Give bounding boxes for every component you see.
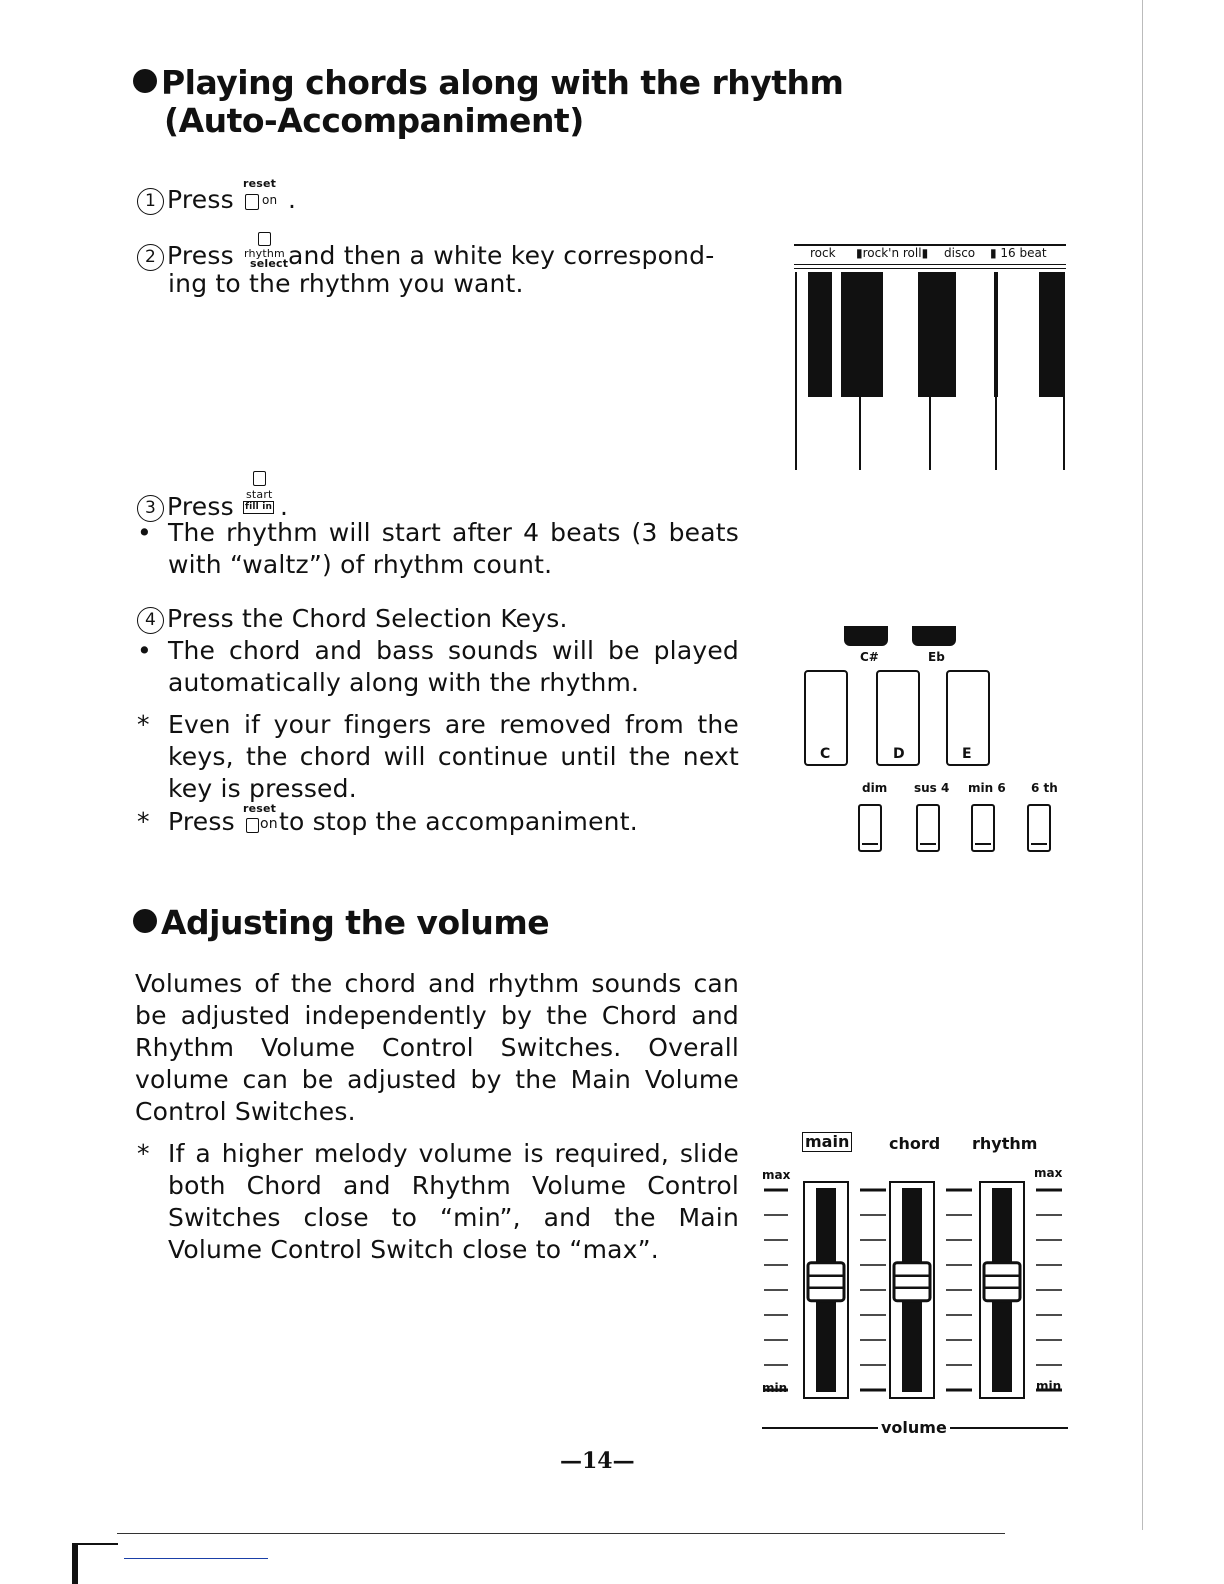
chord-type-button-dim — [858, 804, 882, 852]
slider-tracks — [760, 1170, 1072, 1402]
chord-type-button-sus4 — [916, 804, 940, 852]
step-1: 1 Press reset on . — [137, 180, 296, 216]
rhythm-label-16-beat: ▮ 16 beat — [990, 246, 1047, 260]
step-4: 4 Press the Chord Selection Keys. — [137, 603, 568, 635]
bullet-dot-icon — [133, 909, 157, 933]
label-strip-under-line — [794, 268, 1066, 269]
chord-selection-figure — [800, 624, 1070, 856]
asterisk-icon: * — [137, 1139, 150, 1168]
black-key — [1039, 272, 1064, 397]
volume-sliders-figure — [760, 1130, 1072, 1442]
rhythm-label-rock-n-roll: ▮rock'n roll▮ — [856, 246, 929, 260]
chord-label-e: E — [962, 746, 972, 762]
page-number: —14— — [560, 1448, 635, 1474]
footer-blue-line — [124, 1558, 268, 1559]
chord-type-label-min6: min 6 — [968, 781, 1006, 795]
rhythm-select-button-icon: rhythm select — [242, 236, 288, 272]
min-label-right: min — [1036, 1379, 1062, 1393]
chord-type-label-sus4: sus 4 — [914, 781, 950, 795]
volume-caption: volume — [878, 1418, 950, 1437]
chord-key-c-sharp — [844, 626, 888, 646]
rhythm-label-disco: disco — [944, 246, 976, 260]
asterisk-icon: * — [137, 710, 150, 739]
chord-label-c: C — [820, 746, 831, 762]
volume-paragraph: Volumes of the chord and rhythm sounds can be adjusted independently by the Chord and Rhythm Volume Control Switches. Overall volume can be adjusted by the Main Volume Control Switches. — [135, 969, 739, 1126]
footer-rule — [117, 1533, 1005, 1534]
reset-on-button-icon: reset on — [242, 180, 288, 214]
bullet-rhythm-start-line2: with “waltz”) of rhythm count. — [168, 550, 553, 579]
slider-knob-chord — [894, 1263, 930, 1301]
black-key — [808, 272, 832, 397]
bullet-dot-icon — [133, 69, 157, 93]
note-chord-continue: * Even if your fingers are removed from the keys, the chord will continue until the next key is pressed. — [137, 710, 739, 803]
chord-label-c-sharp: C# — [860, 650, 879, 664]
step-number: 1 — [137, 188, 164, 215]
crop-mark-vertical — [72, 1543, 78, 1584]
bullet-chord-bass-line2: automatically along with the rhythm. — [168, 668, 640, 697]
slider-label-main: main — [802, 1132, 852, 1152]
chord-type-label-dim: dim — [862, 781, 888, 795]
page-edge-line — [1142, 0, 1143, 1530]
bullet-icon: • — [137, 636, 152, 665]
chord-label-d: D — [893, 746, 905, 762]
step-number: 2 — [137, 244, 164, 271]
section-heading-line2: (Auto-Accompaniment) — [164, 101, 584, 140]
black-key — [841, 272, 883, 397]
keyboard-rhythm-figure — [794, 244, 1066, 472]
black-key — [918, 272, 956, 397]
crop-mark-horizontal — [72, 1543, 118, 1545]
chord-label-e-flat: Eb — [928, 650, 945, 664]
label-strip-bottom-line — [794, 264, 1066, 265]
bullet-chord-bass: • The chord and bass sounds will be played — [137, 636, 739, 665]
slider-label-rhythm: rhythm — [972, 1134, 1038, 1153]
slider-label-chord: chord — [889, 1134, 941, 1153]
step-2-line2: ing to the rhythm you want. — [168, 269, 524, 298]
start-fill-in-button-icon: start fill in — [242, 485, 280, 525]
chord-key-e-flat — [912, 626, 956, 646]
piano-keys — [794, 272, 1066, 472]
bullet-rhythm-start: • The rhythm will start after 4 beats (3 beats — [137, 518, 739, 547]
slider-knob-rhythm — [984, 1263, 1020, 1301]
chord-type-button-6th — [1027, 804, 1051, 852]
chord-type-button-min6 — [971, 804, 995, 852]
section-heading-volume: Adjusting the volume — [133, 904, 549, 942]
rhythm-label-rock: rock — [810, 246, 836, 260]
black-key — [994, 272, 998, 397]
chord-type-label-6th: 6 th — [1031, 781, 1058, 795]
slider-knob-main — [808, 1263, 844, 1301]
min-label-left: min — [762, 1381, 788, 1395]
asterisk-icon: * — [137, 807, 150, 836]
step-3: 3 Press start fill in . — [137, 485, 288, 525]
max-label-right: max — [1034, 1166, 1063, 1180]
max-label-left: max — [762, 1168, 791, 1182]
note-stop-accompaniment: * Press reset on to stop the accompaniment. — [137, 802, 638, 836]
section-heading-auto-accompaniment: Playing chords along with the rhythm — [133, 64, 843, 102]
step-number: 3 — [137, 495, 164, 522]
note-melody-volume: * If a higher melody volume is required, slide both Chord and Rhythm Volume Control Switches close to “min”, and the Main Volume Control Switch close to “max”. — [137, 1139, 739, 1264]
reset-on-button-icon: reset on — [242, 802, 278, 832]
bullet-icon: • — [137, 518, 152, 547]
step-2: 2 Press rhythm select and then a white key correspond- — [137, 236, 714, 272]
step-number: 4 — [137, 607, 164, 634]
